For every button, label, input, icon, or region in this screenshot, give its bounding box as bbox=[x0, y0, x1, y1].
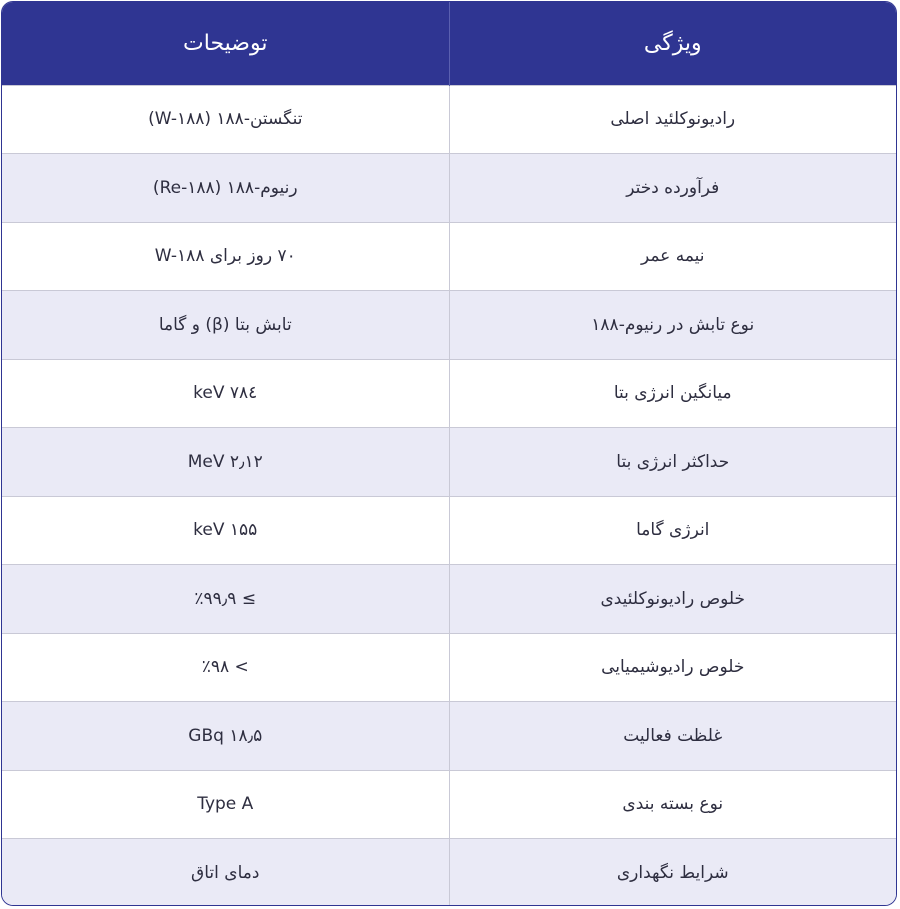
table-row bbox=[2, 222, 896, 291]
feature-cell: انرژی گاما bbox=[449, 496, 896, 565]
table-row bbox=[2, 702, 896, 771]
description-cell: > ٪۹۸ bbox=[2, 633, 449, 702]
description-cell: ۷۰ روز برای W-۱۸۸ bbox=[2, 222, 449, 291]
column-header-feature: ویژگی bbox=[449, 2, 896, 85]
feature-cell: خلوص رادیونوکلئیدی bbox=[449, 565, 896, 634]
feature-cell: فرآورده دختر bbox=[449, 154, 896, 223]
column-header-description: توضیحات bbox=[183, 30, 268, 56]
table-row bbox=[2, 633, 896, 702]
description-cell: ۱۸٫۵ GBq bbox=[2, 702, 449, 771]
feature-cell: نوع تابش در رنیوم-۱۸۸ bbox=[449, 291, 896, 360]
table-row bbox=[2, 565, 896, 634]
description-cell: رنیوم-۱۸۸ (Re-۱۸۸) bbox=[2, 154, 449, 223]
description-cell: دمای اتاق bbox=[2, 839, 449, 907]
table-row bbox=[2, 496, 896, 565]
table-row bbox=[2, 428, 896, 497]
feature-cell: خلوص رادیوشیمیایی bbox=[449, 633, 896, 702]
description-cell: ۲٫۱۲ MeV bbox=[2, 428, 449, 497]
feature-cell: شرایط نگهداری bbox=[449, 839, 896, 907]
feature-cell: غلظت فعالیت bbox=[449, 702, 896, 771]
table-row bbox=[2, 85, 896, 154]
feature-cell: حداکثر انرژی بتا bbox=[449, 428, 896, 497]
table-row bbox=[2, 770, 896, 839]
specs-table-container bbox=[1, 1, 897, 906]
table-row bbox=[2, 839, 896, 907]
specs-table bbox=[2, 2, 896, 906]
feature-cell: میانگین انرژی بتا bbox=[449, 359, 896, 428]
feature-cell: نوع بسته بندی bbox=[449, 770, 896, 839]
description-cell: تابش بتا (β) و گاما bbox=[2, 291, 449, 360]
description-cell: ≥ ٪۹۹٫۹ bbox=[2, 565, 449, 634]
table-row bbox=[2, 359, 896, 428]
feature-cell: نیمه عمر bbox=[449, 222, 896, 291]
description-cell: تنگستن-۱۸۸ (W-۱۸۸) bbox=[2, 85, 449, 154]
table-row bbox=[2, 291, 896, 360]
table-header-row bbox=[2, 2, 896, 85]
description-cell: Type A bbox=[2, 770, 449, 839]
feature-cell: رادیونوکلئید اصلی bbox=[449, 85, 896, 154]
table-row bbox=[2, 154, 896, 223]
description-cell: ۱۵۵ keV bbox=[2, 496, 449, 565]
description-cell: ۷۸٤ keV bbox=[2, 359, 449, 428]
